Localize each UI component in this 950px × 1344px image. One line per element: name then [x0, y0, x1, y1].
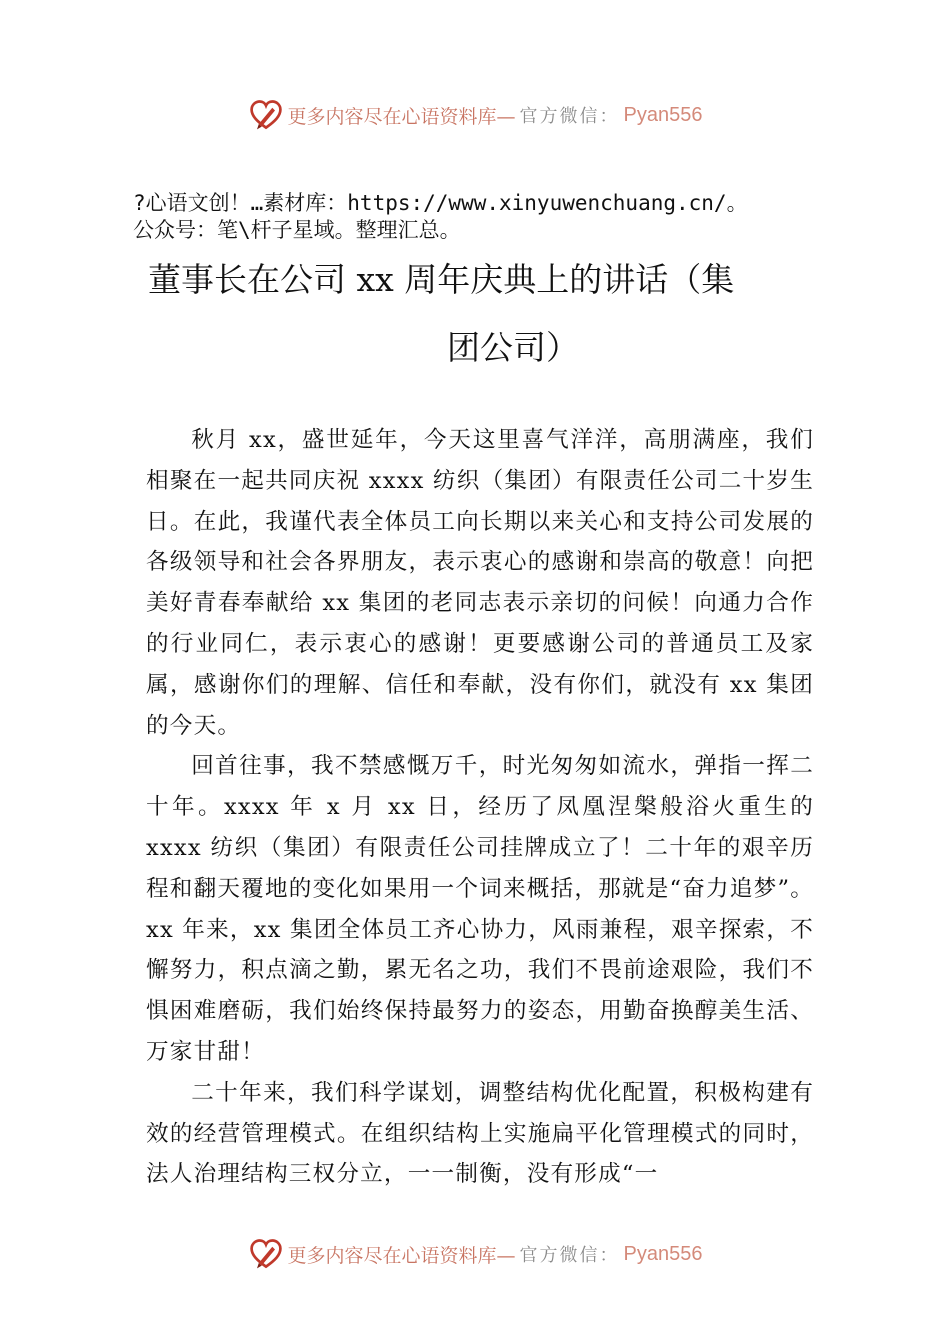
- banner-wechat-id: Pyan556: [623, 1242, 703, 1265]
- banner-wechat-label: 官方微信：: [519, 1245, 620, 1266]
- banner-wechat-label: 官方微信：: [519, 106, 620, 127]
- body-paragraph: 秋月 xx，盛世延年，今天这里喜气洋洋，高朋满座，我们相聚在一起共同庆祝 xxxx 纺织（集团）有限责任公司二十岁生日。在此，我谨代表全体员工向长期以来关心和支持公司发展的各级领导和社会各界朋友，表示衷心的感谢和崇高的敬意！向把美好青春奉献给 xx 集团的老同志表示亲切的问候！向通力合作的行业同仁，表示衷心的感谢！更要感谢公司的普通员工及家属，感谢你们的理解、信任和奉献，没有你们，就没有 xx 集团的今天。: [146, 427, 814, 739]
- pen-heart-logo-icon: [248, 97, 284, 133]
- source-note-line-2: 公众号：笔\杆子星域。整理汇总。: [133, 218, 461, 242]
- pen-heart-logo-icon: [248, 1236, 284, 1272]
- banner-text: 更多内容尽在心语资料库—: [287, 1244, 516, 1267]
- header-watermark-banner: [0, 95, 950, 135]
- document-body: [146, 420, 814, 1195]
- footer-watermark-banner: [0, 1234, 950, 1274]
- body-paragraph: 二十年来，我们科学谋划，调整结构优化配置，积极构建有效的经营管理模式。在组织结构上实施扁平化管理模式的同时，法人治理结构三权分立，一一制衡，没有形成“一: [146, 1079, 814, 1188]
- document-title-line-1: 董事长在公司 xx 周年庆典上的讲话（集: [148, 260, 735, 299]
- document-title-line-2: 团公司）: [447, 328, 579, 367]
- document-title: [148, 246, 818, 382]
- banner-wechat-id: Pyan556: [623, 103, 703, 126]
- body-paragraph: 回首往事，我不禁感慨万千，时光匆匆如流水，弹指一挥二十年。xxxx 年 x 月 xx 日，经历了凤凰涅槃般浴火重生的 xxxx 纺织（集团）有限责任公司挂牌成立了！二十年的艰辛历程和翻天覆地的变化如果用一个词来概括，那就是“奋力追梦”。xx 年来，xx 集团全体员工齐心协力，风雨兼程，艰辛探索，不懈努力，积点滴之勤，累无名之功，我们不畏前途艰险，我们不惧困难磨砺，我们始终保持最努力的姿态，用勤奋换醇美生活、万家甘甜！: [146, 753, 814, 1065]
- banner-text: 更多内容尽在心语资料库—: [287, 105, 516, 128]
- source-note: [133, 190, 833, 244]
- source-note-line-1: ?心语文创！…素材库：https://www.xinyuwenchuang.cn/。: [133, 191, 748, 215]
